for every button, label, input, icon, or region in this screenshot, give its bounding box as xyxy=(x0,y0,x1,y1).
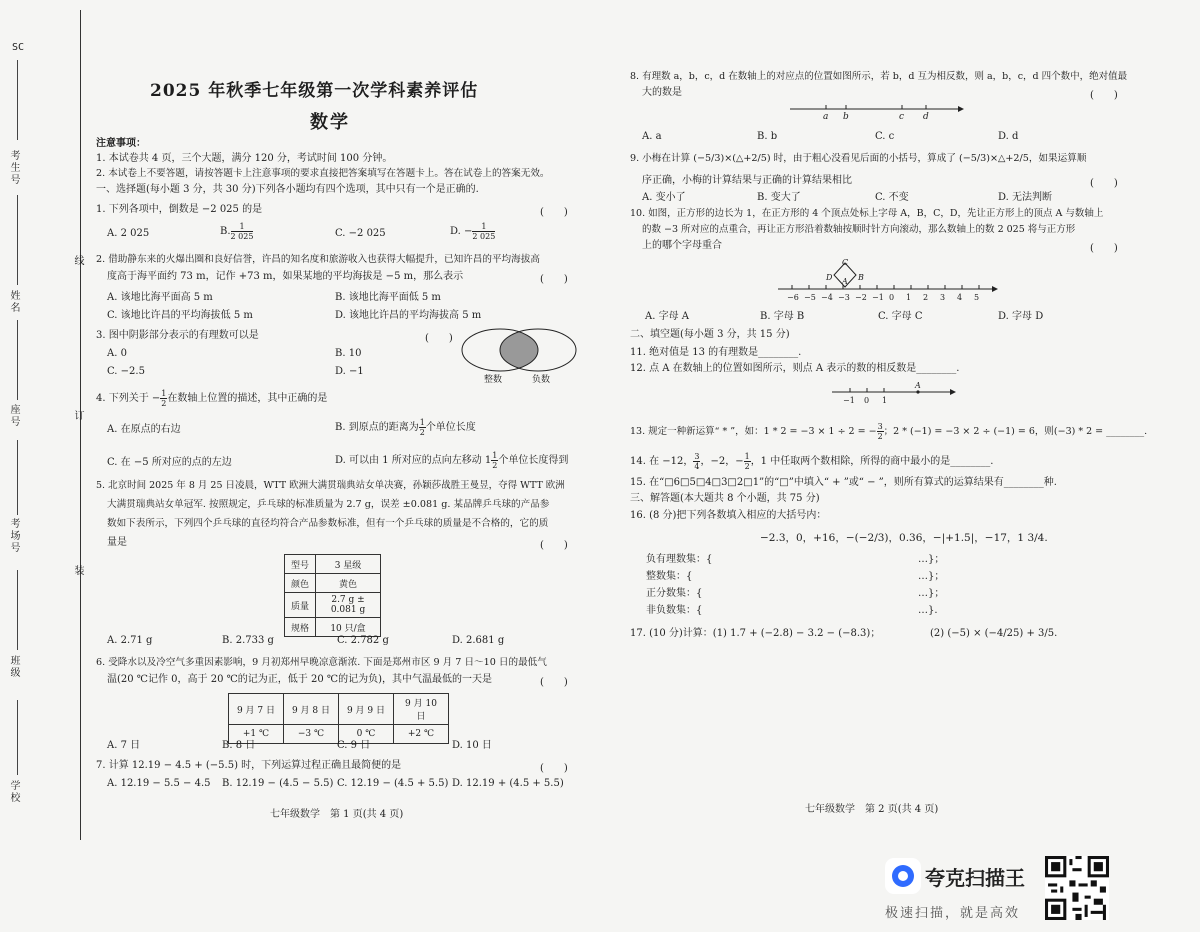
q4-option-b: B. 到原点的距离为 $\frac{1}{2}$ 个单位长度 xyxy=(335,418,476,437)
table-row: +1 ℃ −3 ℃ 0 ℃ +2 ℃ xyxy=(229,725,449,744)
binding-line xyxy=(80,10,81,840)
cut-mark-bind: 订 xyxy=(72,410,83,420)
set-end: …}. xyxy=(918,605,938,616)
answer-paren: ( ) xyxy=(540,763,568,774)
answer-paren: ( ) xyxy=(540,207,568,218)
axis-arrow xyxy=(958,106,964,112)
set-negative-rationals: 负有理数集：{ xyxy=(646,554,713,565)
q10-option-b: B. 字母 B xyxy=(760,311,805,322)
q5-stem-line4: 量是 xyxy=(107,537,127,548)
notice-1: 1. 本试卷共 4 页，三个大题，满分 120 分，考试时间 100 分钟。 xyxy=(96,153,393,164)
field-line xyxy=(17,700,18,775)
q1-option-b: B. $\frac{1}{2 025}$ xyxy=(220,222,254,241)
venn-diagram xyxy=(462,328,577,376)
q16-stem: 16. (8 分)把下列各数填入相应的大括号内： xyxy=(630,510,827,521)
q10-stem-line1: 10. 如图，正方形的边长为 1，在正方形的 4 个顶点处标上字母 A，B，C，D，先让正方形上的顶点 A 与数轴上 xyxy=(630,208,1104,219)
q7-option-b: B. 12.19 − (4.5 − 5.5) xyxy=(222,778,334,789)
field-seat: 座号 xyxy=(8,404,19,428)
cut-mark-line: 线 xyxy=(72,255,83,265)
q11-stem: 11. 绝对值是 13 的有理数是________. xyxy=(630,347,802,358)
tick-label: −1 xyxy=(872,293,884,302)
table-row: 9 月 7 日 9 月 8 日 9 月 9 日 9 月 10 日 xyxy=(229,694,449,725)
q1-option-d: D. − $\frac{1}{2 025}$ xyxy=(450,222,496,241)
q9-option-d: D. 无法判断 xyxy=(998,192,1053,203)
axis-arrow xyxy=(950,389,956,395)
set-integers: 整数集：{ xyxy=(646,571,693,582)
q1-option-a: A. 2 025 xyxy=(107,228,150,239)
q2-option-b: B. 该地比海平面低 5 m xyxy=(335,292,441,303)
exam-subject: 数学 xyxy=(310,112,350,133)
point-a-label: a xyxy=(823,112,829,122)
fraction: $\frac{1}{2 025}$ xyxy=(472,222,496,241)
q17-part2: (2) (−5) × (−4/25) + 3/5. xyxy=(930,628,1058,639)
q4-option-a: A. 在原点的右边 xyxy=(107,424,181,435)
q4-option-c: C. 在 −5 所对应的点的左边 xyxy=(107,457,232,468)
square-vertex-c: C xyxy=(842,258,849,267)
set-positive-fractions: 正分数集：{ xyxy=(646,588,703,599)
point-b-label: b xyxy=(843,112,849,122)
q1-option-c: C. −2 025 xyxy=(335,228,386,239)
page2-footer: 七年级数学 第 2 页(共 4 页) xyxy=(805,804,939,815)
axis-arrow xyxy=(992,286,998,292)
table-row: 规格 10 只/盒 xyxy=(285,618,381,637)
sc-code: SC xyxy=(12,42,25,53)
field-line xyxy=(17,440,18,515)
answer-paren: ( ) xyxy=(540,540,568,551)
field-examinee-no: 考生号 xyxy=(8,150,19,186)
q14-stem: 14. 在 −12， $\frac{3}{4}$ ，−2，− $\frac{1}{2}$ ，1 中任取两个数相除，所得的商中最小的是________. xyxy=(630,452,994,471)
point-c-label: c xyxy=(899,112,905,122)
set-end: …}； xyxy=(918,588,945,599)
q8-number-line xyxy=(790,100,965,122)
q1-stem: 1. 下列各项中，倒数是 −2 025 的是 xyxy=(96,204,263,215)
binding-strip xyxy=(0,0,90,840)
q10-stem-line2: 的数 −3 所对应的点重合，再让正方形沿着数轴按顺时针方向滚动，那么数轴上的数 2 025 将与正方形 xyxy=(642,224,1076,235)
q7-option-a: A. 12.19 − 5.5 − 4.5 xyxy=(107,778,211,789)
q12-stem: 12. 点 A 在数轴上的位置如图所示，则点 A 表示的数的相反数是________. xyxy=(630,363,960,374)
notice-title: 注意事项： xyxy=(96,138,146,149)
q3-option-a: A. 0 xyxy=(107,348,127,359)
field-room: 考场号 xyxy=(8,518,19,554)
q4-stem: 4. 下列关于 − $\frac{1}{2}$ 在数轴上位置的描述，其中正确的是 xyxy=(96,389,328,408)
answer-paren: ( ) xyxy=(540,677,568,688)
q8-stem-line2: 大的数是 xyxy=(642,87,682,98)
tick-label: −4 xyxy=(821,293,833,302)
q8-option-a: A. a xyxy=(642,131,662,142)
page1-footer: 七年级数学 第 1 页(共 4 页) xyxy=(270,809,404,820)
q6-option-b: B. 8 日 xyxy=(222,740,256,751)
square-vertex-b: B xyxy=(858,273,864,282)
q7-option-d: D. 12.19 + (4.5 + 5.5) xyxy=(452,778,564,789)
q5-option-b: B. 2.733 g xyxy=(222,635,274,646)
field-name: 姓名 xyxy=(8,290,19,314)
cut-mark-pack: 装 xyxy=(72,565,83,575)
answer-paren: ( ) xyxy=(540,274,568,285)
q5-option-a: A. 2.71 g xyxy=(107,635,153,646)
watermark-slogan: 极速扫描，就是高效 xyxy=(885,906,1021,921)
q9-stem-line1: 9. 小梅在计算 (−5/3)×(△+2/5) 时，由于粗心没看见后面的小括号，算成了 (−5/3)×△+2/5，如果运算顺 xyxy=(630,153,1087,164)
q8-option-c: C. c xyxy=(875,131,895,142)
q6-option-d: D. 10 日 xyxy=(452,740,492,751)
watermark-brand: 夸克扫描王 xyxy=(925,866,1025,890)
tick-label: 4 xyxy=(957,293,963,302)
q3-option-c: C. −2.5 xyxy=(107,366,145,377)
field-line xyxy=(17,320,18,400)
q2-option-c: C. 该地比许昌的平均海拔低 5 m xyxy=(107,310,253,321)
tick-label: 1 xyxy=(882,396,888,405)
q2-stem-line1: 2. 借助静东来的火爆出圈和良好信誉，许昌的知名度和旅游收入也获得大幅提升，已知许昌的平均海拔高 xyxy=(96,254,540,265)
q2-option-d: D. 该地比许昌的平均海拔高 5 m xyxy=(335,310,482,321)
field-line xyxy=(17,570,18,650)
q8-stem-line1: 8. 有理数 a，b，c，d 在数轴上的对应点的位置如图所示，若 b，d 互为相反数，则 a，b，c，d 四个数中，绝对值最 xyxy=(630,71,1128,82)
q16-number-list: −2.3，0，+16，−(−2/3)，0.36，−|+1.5|，−17，1 3/4. xyxy=(760,532,1048,544)
q6-option-a: A. 7 日 xyxy=(107,740,141,751)
section-3-heading: 三、解答题(本大题共 8 个小题，共 75 分) xyxy=(630,493,820,504)
fraction: $\frac{1}{2 025}$ xyxy=(230,222,254,241)
section-1-heading: 一、选择题(每小题 3 分，共 30 分)下列各小题均有四个选项，其中只有一个是正确的. xyxy=(96,184,479,195)
tick-label: 5 xyxy=(974,293,980,302)
q9-option-b: B. 变大了 xyxy=(757,192,801,203)
answer-paren: ( ) xyxy=(1090,90,1118,101)
q7-stem: 7. 计算 12.19 − 4.5 + (−5.5) 时，下列运算过程正确且最简便的是 xyxy=(96,760,402,771)
tick-label: −5 xyxy=(804,293,816,302)
section-2-heading: 二、填空题(每小题 3 分，共 15 分) xyxy=(630,329,790,340)
q3-option-d: D. −1 xyxy=(335,366,364,377)
q8-option-b: B. b xyxy=(757,131,778,142)
square-vertex-d: D xyxy=(826,273,833,282)
q9-option-c: C. 不变 xyxy=(875,192,909,203)
field-line xyxy=(17,195,18,285)
q2-option-a: A. 该地比海平面高 5 m xyxy=(107,292,213,303)
set-end: …}； xyxy=(918,571,945,582)
q9-expression-correct: (−5/3)×(△+2/5) xyxy=(693,153,771,164)
q17-part1: 17. (10 分)计算：(1) 1.7 + (−2.8) − 3.2 − (−8.3)； xyxy=(630,628,881,639)
tick-label: 0 xyxy=(889,293,895,302)
tick-label: −1 xyxy=(843,396,855,405)
tick-label: 3 xyxy=(940,293,946,302)
q3-stem: 3. 图中阴影部分表示的有理数可以是 xyxy=(96,330,259,341)
q6-stem-line2: 温(20 ℃记作 0，高于 20 ℃的记为正，低于 20 ℃的记为负)，其中气温最低的一天是 xyxy=(107,674,492,685)
venn-label-negatives: 负数 xyxy=(532,375,551,385)
temperature-table xyxy=(228,693,449,744)
field-line xyxy=(17,60,18,140)
exam-title: 2025 年秋季七年级第一次学科素养评估 xyxy=(150,81,479,101)
tick-label: −2 xyxy=(855,293,867,302)
square-vertex-a: A xyxy=(842,277,848,286)
scanner-logo-icon xyxy=(885,858,921,894)
q15-stem: 15. 在“□6□5□4□3□2□1”的“□”中填入“ + ”或“ − ”，则所有算式的运算结果有________种. xyxy=(630,477,1057,488)
q5-option-d: D. 2.681 g xyxy=(452,635,505,646)
point-d-label: d xyxy=(923,112,929,122)
answer-paren: ( ) xyxy=(1090,243,1118,254)
q10-option-c: C. 字母 C xyxy=(878,311,923,322)
q6-stem-line1: 6. 受降水以及冷空气多重因素影响，9 月初郑州早晚凉意渐浓. 下面是郑州市区 9 月 7 日～10 日的最低气 xyxy=(96,657,547,668)
q10-stem-line3: 上的哪个字母重合 xyxy=(642,240,722,251)
q5-stem-line2: 大满贯瑞典站女单冠军. 按照规定，乒乓球的标准质量为 2.7 g，误差 ±0.081 g. 某品牌乒乓球的产品参 xyxy=(107,499,550,510)
set-non-negatives: 非负数集：{ xyxy=(646,605,703,616)
q7-option-c: C. 12.19 − (4.5 + 5.5) xyxy=(337,778,449,789)
q9-expression-wrong: (−5/3)×△+2/5 xyxy=(959,153,1029,164)
qr-code-icon xyxy=(1045,856,1109,920)
venn-label-integers: 整数 xyxy=(484,375,503,385)
q5-stem-line3: 数如下表所示，下列四个乒乓球的直径均符合产品参数标准，但有一个乒乓球的质量是不合格的，它的质 xyxy=(107,518,549,529)
notice-2: 2. 本试卷上不要答题，请按答题卡上注意事项的要求直接把答案填写在答题卡上。答在试卷上的答案无效。 xyxy=(96,168,550,179)
q9-stem-line2: 序正确，小梅的计算结果与正确的计算结果相比 xyxy=(642,175,852,186)
q13-stem: 13. 规定一种新运算“ * ”，如：1 * 2 = −3 × 1 ÷ 2 = − $\frac{3}{2}$ ；2 * (−1) = −3 × 2 ÷ (−1) = 6，则(−3) * 2 = ________. xyxy=(630,422,1148,441)
q10-option-d: D. 字母 D xyxy=(998,311,1044,322)
product-spec-table xyxy=(284,554,381,637)
tick-label: 1 xyxy=(906,293,912,302)
q8-option-d: D. d xyxy=(998,131,1019,142)
q2-stem-line2: 度高于海平面约 73 m，记作 +73 m，如果某地的平均海拔是 −5 m，那么表示 xyxy=(107,271,464,282)
q5-stem-line1: 5. 北京时间 2025 年 8 月 25 日凌晨，WTT 欧洲大满贯瑞典站女单决赛，孙颖莎战胜王曼昱，夺得 WTT 欧洲 xyxy=(96,480,565,491)
fraction-half: $\frac{1}{2}$ xyxy=(161,389,167,408)
table-row: 型号 3 星级 xyxy=(285,555,381,574)
q10-option-a: A. 字母 A xyxy=(645,311,689,322)
tick-label: −3 xyxy=(838,293,850,302)
answer-paren: ( ) xyxy=(425,333,453,344)
q3-option-b: B. 10 xyxy=(335,348,362,359)
point-a-label: A xyxy=(915,381,921,390)
q4-option-d: D. 可以由 1 所对应的点向左移动 1 $\frac{1}{2}$ 个单位长度得到 xyxy=(335,451,569,470)
q5-option-c: C. 2.782 g xyxy=(337,635,389,646)
tick-label: −6 xyxy=(787,293,799,302)
tick-label: 0 xyxy=(864,396,870,405)
table-row: 质量 2.7 g ± 0.081 g xyxy=(285,593,381,618)
field-class: 班级 xyxy=(8,655,19,679)
table-row: 颜色 黄色 xyxy=(285,574,381,593)
set-end: …}； xyxy=(918,554,945,565)
answer-paren: ( ) xyxy=(1090,178,1118,189)
q6-option-c: C. 9 日 xyxy=(337,740,371,751)
q9-option-a: A. 变小了 xyxy=(642,192,686,203)
field-school: 学校 xyxy=(8,780,19,804)
tick-label: 2 xyxy=(923,293,929,302)
